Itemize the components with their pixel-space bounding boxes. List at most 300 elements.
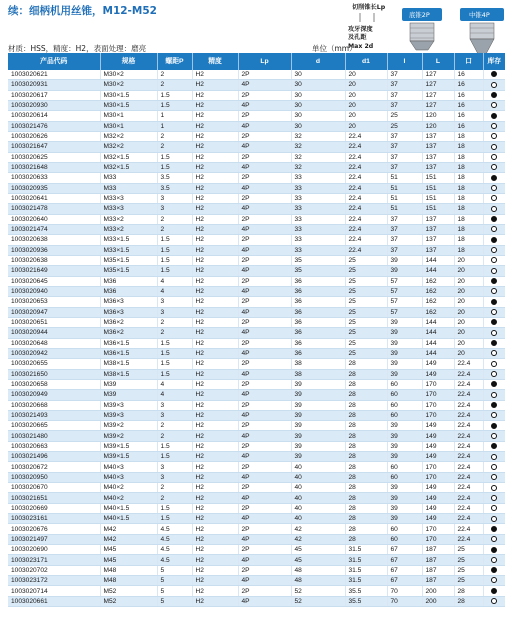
cell-spec: M39×1.5 xyxy=(100,452,157,462)
order-dot-icon xyxy=(491,350,497,356)
cell-product-code: 1003020621 xyxy=(8,70,100,80)
order-dot-icon xyxy=(491,485,497,491)
cell-lp: 4P xyxy=(238,369,291,379)
table-row xyxy=(8,514,505,524)
cell-d1: 25 xyxy=(345,255,387,265)
cell-precision: H2 xyxy=(192,421,238,431)
cell-l: 37 xyxy=(387,70,422,80)
table-row xyxy=(8,286,505,296)
cell-length: 162 xyxy=(422,297,454,307)
cell-d: 39 xyxy=(291,421,345,431)
cell-precision: H2 xyxy=(192,400,238,410)
cell-stock xyxy=(483,338,505,348)
cell-precision: H2 xyxy=(192,514,238,524)
cell-d: 33 xyxy=(291,235,345,245)
cell-stock xyxy=(483,121,505,131)
tap-diagram xyxy=(330,0,513,56)
cell-l: 51 xyxy=(387,204,422,214)
cell-stock xyxy=(483,286,505,296)
cell-d: 30 xyxy=(291,70,345,80)
cell-stock xyxy=(483,514,505,524)
cell-stock xyxy=(483,276,505,286)
cell-l: 60 xyxy=(387,390,422,400)
table-row xyxy=(8,359,505,369)
header-l: l xyxy=(387,53,422,70)
order-dot-icon xyxy=(491,464,497,470)
table-row xyxy=(8,483,505,493)
order-dot-icon xyxy=(491,412,497,418)
cell-length: 187 xyxy=(422,565,454,575)
cell-spec: M38×1.5 xyxy=(100,359,157,369)
cell-square: 18 xyxy=(454,224,483,234)
cell-spec: M40×3 xyxy=(100,472,157,482)
order-dot-icon xyxy=(491,433,497,439)
cell-l: 60 xyxy=(387,524,422,534)
cell-product-code: 1003023172 xyxy=(8,576,100,586)
cell-product-code: 1003020625 xyxy=(8,152,100,162)
table-row xyxy=(8,266,505,276)
cell-length: 137 xyxy=(422,245,454,255)
cell-pitch: 2 xyxy=(157,142,192,152)
cell-precision: H2 xyxy=(192,286,238,296)
cell-lp: 2P xyxy=(238,193,291,203)
cell-product-code: 1003021496 xyxy=(8,452,100,462)
cell-lp: 2P xyxy=(238,255,291,265)
table-row xyxy=(8,493,505,503)
cell-length: 149 xyxy=(422,359,454,369)
cell-d: 32 xyxy=(291,142,345,152)
cell-stock xyxy=(483,173,505,183)
cell-stock xyxy=(483,204,505,214)
cell-lp: 2P xyxy=(238,586,291,596)
cell-d: 42 xyxy=(291,534,345,544)
cell-product-code: 1003020665 xyxy=(8,421,100,431)
cell-pitch: 3 xyxy=(157,297,192,307)
cell-lp: 4P xyxy=(238,286,291,296)
cell-spec: M33×1.5 xyxy=(100,235,157,245)
cell-d: 33 xyxy=(291,204,345,214)
cell-pitch: 3 xyxy=(157,472,192,482)
cell-d1: 20 xyxy=(345,100,387,110)
cell-pitch: 1.5 xyxy=(157,266,192,276)
cell-square: 22.4 xyxy=(454,400,483,410)
cell-pitch: 2 xyxy=(157,328,192,338)
cell-precision: H2 xyxy=(192,462,238,472)
cell-pitch: 2 xyxy=(157,70,192,80)
cell-lp: 2P xyxy=(238,359,291,369)
cell-lp: 2P xyxy=(238,317,291,327)
cell-stock xyxy=(483,152,505,162)
cell-product-code: 1003020669 xyxy=(8,503,100,513)
cell-precision: H2 xyxy=(192,379,238,389)
order-dot-icon xyxy=(491,185,497,191)
cell-precision: H2 xyxy=(192,80,238,90)
cell-d: 39 xyxy=(291,390,345,400)
cell-lp: 4P xyxy=(238,245,291,255)
cell-lp: 2P xyxy=(238,462,291,472)
cell-stock xyxy=(483,111,505,121)
cell-d: 33 xyxy=(291,214,345,224)
cell-d1: 28 xyxy=(345,483,387,493)
cell-spec: M45 xyxy=(100,555,157,565)
cell-pitch: 2 xyxy=(157,224,192,234)
cell-pitch: 1.5 xyxy=(157,452,192,462)
in-stock-dot-icon xyxy=(491,92,497,98)
cell-d: 52 xyxy=(291,596,345,606)
table-row xyxy=(8,565,505,575)
in-stock-dot-icon xyxy=(491,567,497,573)
cell-spec: M39 xyxy=(100,379,157,389)
cell-l: 37 xyxy=(387,235,422,245)
cell-precision: H2 xyxy=(192,390,238,400)
cell-l: 51 xyxy=(387,183,422,193)
cell-lp: 4P xyxy=(238,183,291,193)
table-row xyxy=(8,100,505,110)
cell-pitch: 1.5 xyxy=(157,359,192,369)
cell-lp: 2P xyxy=(238,214,291,224)
cell-stock xyxy=(483,266,505,276)
cell-spec: M52 xyxy=(100,586,157,596)
cell-d1: 28 xyxy=(345,493,387,503)
cell-d1: 25 xyxy=(345,297,387,307)
cell-lp: 4P xyxy=(238,576,291,586)
cell-lp: 4P xyxy=(238,514,291,524)
cell-square: 22.4 xyxy=(454,483,483,493)
cell-precision: H2 xyxy=(192,586,238,596)
cell-precision: H2 xyxy=(192,142,238,152)
cell-l: 39 xyxy=(387,452,422,462)
cell-product-code: 1003020930 xyxy=(8,100,100,110)
cell-length: 151 xyxy=(422,173,454,183)
cell-product-code: 1003020940 xyxy=(8,286,100,296)
cell-d: 36 xyxy=(291,348,345,358)
cell-precision: H2 xyxy=(192,214,238,224)
cell-lp: 4P xyxy=(238,452,291,462)
cell-d1: 28 xyxy=(345,359,387,369)
cell-lp: 4P xyxy=(238,142,291,152)
order-dot-icon xyxy=(491,164,497,170)
table-row xyxy=(8,472,505,482)
table-row xyxy=(8,142,505,152)
header-spec: 规格 xyxy=(100,53,157,70)
cell-d: 39 xyxy=(291,400,345,410)
cell-product-code: 1003021497 xyxy=(8,534,100,544)
cell-l: 37 xyxy=(387,152,422,162)
table-row xyxy=(8,390,505,400)
cell-product-code: 1003020676 xyxy=(8,524,100,534)
cell-product-code: 1003020653 xyxy=(8,297,100,307)
cell-precision: H2 xyxy=(192,524,238,534)
cell-d1: 25 xyxy=(345,286,387,296)
table-row xyxy=(8,307,505,317)
cell-d1: 31.5 xyxy=(345,555,387,565)
cell-d: 30 xyxy=(291,121,345,131)
table-row xyxy=(8,183,505,193)
cell-d: 48 xyxy=(291,576,345,586)
cell-product-code: 1003020661 xyxy=(8,596,100,606)
cell-length: 151 xyxy=(422,193,454,203)
cell-l: 60 xyxy=(387,472,422,482)
cell-square: 16 xyxy=(454,90,483,100)
cell-square: 25 xyxy=(454,545,483,555)
cell-length: 187 xyxy=(422,555,454,565)
table-row xyxy=(8,524,505,534)
order-dot-icon xyxy=(491,257,497,263)
cell-d1: 20 xyxy=(345,80,387,90)
cell-product-code: 1003020944 xyxy=(8,328,100,338)
cell-d: 30 xyxy=(291,111,345,121)
cell-product-code: 1003020670 xyxy=(8,483,100,493)
cell-d: 40 xyxy=(291,472,345,482)
cell-l: 37 xyxy=(387,80,422,90)
cell-stock xyxy=(483,555,505,565)
cell-product-code: 1003020950 xyxy=(8,472,100,482)
cell-spec: M33×3 xyxy=(100,204,157,214)
cell-l: 37 xyxy=(387,100,422,110)
cell-product-code: 1003021649 xyxy=(8,266,100,276)
order-dot-icon xyxy=(491,154,497,160)
cell-length: 170 xyxy=(422,472,454,482)
cell-length: 170 xyxy=(422,462,454,472)
cell-pitch: 4 xyxy=(157,286,192,296)
cell-spec: M32×2 xyxy=(100,142,157,152)
cell-spec: M33×1.5 xyxy=(100,245,157,255)
cell-precision: H2 xyxy=(192,204,238,214)
cell-l: 57 xyxy=(387,286,422,296)
cell-d: 35 xyxy=(291,266,345,276)
table-row xyxy=(8,348,505,358)
cell-l: 37 xyxy=(387,214,422,224)
cell-spec: M32×1.5 xyxy=(100,162,157,172)
cell-length: 200 xyxy=(422,586,454,596)
cell-product-code: 1003020614 xyxy=(8,111,100,121)
table-row xyxy=(8,70,505,80)
cell-product-code: 1003020626 xyxy=(8,131,100,141)
cell-pitch: 1.5 xyxy=(157,369,192,379)
cell-square: 18 xyxy=(454,245,483,255)
cell-pitch: 4.5 xyxy=(157,524,192,534)
cell-stock xyxy=(483,524,505,534)
cell-precision: H2 xyxy=(192,255,238,265)
cell-pitch: 2 xyxy=(157,421,192,431)
cell-d1: 20 xyxy=(345,111,387,121)
cell-pitch: 2 xyxy=(157,131,192,141)
table-row xyxy=(8,152,505,162)
cell-pitch: 4 xyxy=(157,390,192,400)
cell-square: 22.4 xyxy=(454,452,483,462)
cell-stock xyxy=(483,534,505,544)
cell-lp: 2P xyxy=(238,131,291,141)
cell-d: 36 xyxy=(291,307,345,317)
cell-stock xyxy=(483,142,505,152)
cell-pitch: 3 xyxy=(157,204,192,214)
order-dot-icon xyxy=(491,371,497,377)
cell-pitch: 3 xyxy=(157,193,192,203)
cell-d: 48 xyxy=(291,565,345,575)
table-row xyxy=(8,555,505,565)
cell-square: 28 xyxy=(454,586,483,596)
table-row xyxy=(8,111,505,121)
cell-d1: 22.4 xyxy=(345,183,387,193)
cell-d1: 28 xyxy=(345,410,387,420)
cell-length: 187 xyxy=(422,545,454,555)
cell-d: 33 xyxy=(291,224,345,234)
cell-l: 39 xyxy=(387,483,422,493)
cell-d1: 25 xyxy=(345,328,387,338)
cell-square: 18 xyxy=(454,214,483,224)
table-row xyxy=(8,276,505,286)
cell-length: 187 xyxy=(422,576,454,586)
cell-precision: H2 xyxy=(192,162,238,172)
cell-l: 70 xyxy=(387,596,422,606)
in-stock-dot-icon xyxy=(491,381,497,387)
cell-precision: H2 xyxy=(192,555,238,565)
cell-pitch: 1.5 xyxy=(157,235,192,245)
cell-square: 25 xyxy=(454,576,483,586)
in-stock-dot-icon xyxy=(491,588,497,594)
cell-stock xyxy=(483,452,505,462)
cell-d1: 28 xyxy=(345,390,387,400)
cell-product-code: 1003020638 xyxy=(8,255,100,265)
cell-spec: M36 xyxy=(100,276,157,286)
cell-length: 137 xyxy=(422,235,454,245)
cell-d1: 31.5 xyxy=(345,545,387,555)
cell-lp: 2P xyxy=(238,483,291,493)
cell-product-code: 1003020672 xyxy=(8,462,100,472)
cell-d1: 25 xyxy=(345,317,387,327)
cell-l: 39 xyxy=(387,493,422,503)
cell-stock xyxy=(483,214,505,224)
cell-stock xyxy=(483,493,505,503)
cell-length: 137 xyxy=(422,152,454,162)
cell-product-code: 1003020947 xyxy=(8,307,100,317)
cell-length: 137 xyxy=(422,142,454,152)
table-row xyxy=(8,162,505,172)
cell-pitch: 1.5 xyxy=(157,348,192,358)
cut-length-label: 切削锥长Lp xyxy=(352,4,386,11)
cell-l: 25 xyxy=(387,111,422,121)
cell-pitch: 2 xyxy=(157,317,192,327)
cell-stock xyxy=(483,80,505,90)
cell-square: 22.4 xyxy=(454,534,483,544)
cell-stock xyxy=(483,472,505,482)
cell-product-code: 1003023171 xyxy=(8,555,100,565)
header-length: L xyxy=(422,53,454,70)
cell-spec: M39×2 xyxy=(100,431,157,441)
cell-l: 57 xyxy=(387,297,422,307)
cell-length: 170 xyxy=(422,390,454,400)
cell-lp: 2P xyxy=(238,90,291,100)
cell-square: 22.4 xyxy=(454,390,483,400)
cell-stock xyxy=(483,100,505,110)
cell-l: 39 xyxy=(387,503,422,513)
cell-stock xyxy=(483,90,505,100)
cell-lp: 4P xyxy=(238,80,291,90)
cell-length: 149 xyxy=(422,441,454,451)
cell-length: 200 xyxy=(422,596,454,606)
drill-depth-label-1: 攻牙深度 xyxy=(348,26,373,33)
cell-d: 39 xyxy=(291,410,345,420)
cell-precision: H2 xyxy=(192,183,238,193)
cell-square: 18 xyxy=(454,183,483,193)
cell-square: 20 xyxy=(454,328,483,338)
cell-d1: 28 xyxy=(345,369,387,379)
cell-length: 144 xyxy=(422,317,454,327)
in-stock-dot-icon xyxy=(491,443,497,449)
cell-d1: 22.4 xyxy=(345,152,387,162)
cell-spec: M33 xyxy=(100,183,157,193)
cell-length: 149 xyxy=(422,493,454,503)
cell-length: 170 xyxy=(422,400,454,410)
cell-pitch: 2 xyxy=(157,483,192,493)
cell-spec: M35×1.5 xyxy=(100,266,157,276)
cell-lp: 2P xyxy=(238,379,291,389)
cell-pitch: 5 xyxy=(157,596,192,606)
cell-l: 60 xyxy=(387,410,422,420)
order-dot-icon xyxy=(491,474,497,480)
cell-lp: 2P xyxy=(238,70,291,80)
cell-precision: H2 xyxy=(192,493,238,503)
cell-stock xyxy=(483,586,505,596)
cell-l: 67 xyxy=(387,545,422,555)
table-row xyxy=(8,90,505,100)
order-dot-icon xyxy=(491,133,497,139)
cell-lp: 2P xyxy=(238,421,291,431)
cell-d1: 25 xyxy=(345,348,387,358)
cell-stock xyxy=(483,328,505,338)
cell-square: 20 xyxy=(454,348,483,358)
drill-depth-label-2: 及孔距 xyxy=(348,34,367,41)
cell-lp: 4P xyxy=(238,266,291,276)
cell-l: 39 xyxy=(387,317,422,327)
table-row xyxy=(8,576,505,586)
order-dot-icon xyxy=(491,144,497,150)
cell-spec: M32×1.5 xyxy=(100,152,157,162)
cell-pitch: 2 xyxy=(157,80,192,90)
cell-precision: H2 xyxy=(192,410,238,420)
cell-d1: 28 xyxy=(345,524,387,534)
order-dot-icon xyxy=(491,361,497,367)
cell-pitch: 3 xyxy=(157,400,192,410)
cell-stock xyxy=(483,410,505,420)
cell-d1: 22.4 xyxy=(345,235,387,245)
cell-l: 67 xyxy=(387,565,422,575)
cell-square: 22.4 xyxy=(454,431,483,441)
cell-stock xyxy=(483,183,505,193)
cell-square: 25 xyxy=(454,555,483,565)
cell-length: 170 xyxy=(422,410,454,420)
cell-square: 20 xyxy=(454,255,483,265)
cell-pitch: 4.5 xyxy=(157,555,192,565)
cell-pitch: 4.5 xyxy=(157,545,192,555)
cell-spec: M36 xyxy=(100,286,157,296)
cell-spec: M30×2 xyxy=(100,80,157,90)
cell-l: 39 xyxy=(387,328,422,338)
cell-square: 22.4 xyxy=(454,472,483,482)
cell-precision: H2 xyxy=(192,576,238,586)
table-row xyxy=(8,204,505,214)
order-dot-icon xyxy=(491,495,497,501)
table-row xyxy=(8,173,505,183)
cell-product-code: 1003021650 xyxy=(8,369,100,379)
cell-d1: 22.4 xyxy=(345,224,387,234)
cell-d1: 22.4 xyxy=(345,193,387,203)
cell-lp: 4P xyxy=(238,596,291,606)
cell-square: 22.4 xyxy=(454,441,483,451)
cell-spec: M39×2 xyxy=(100,421,157,431)
cell-product-code: 1003020633 xyxy=(8,173,100,183)
cell-product-code: 1003021647 xyxy=(8,142,100,152)
